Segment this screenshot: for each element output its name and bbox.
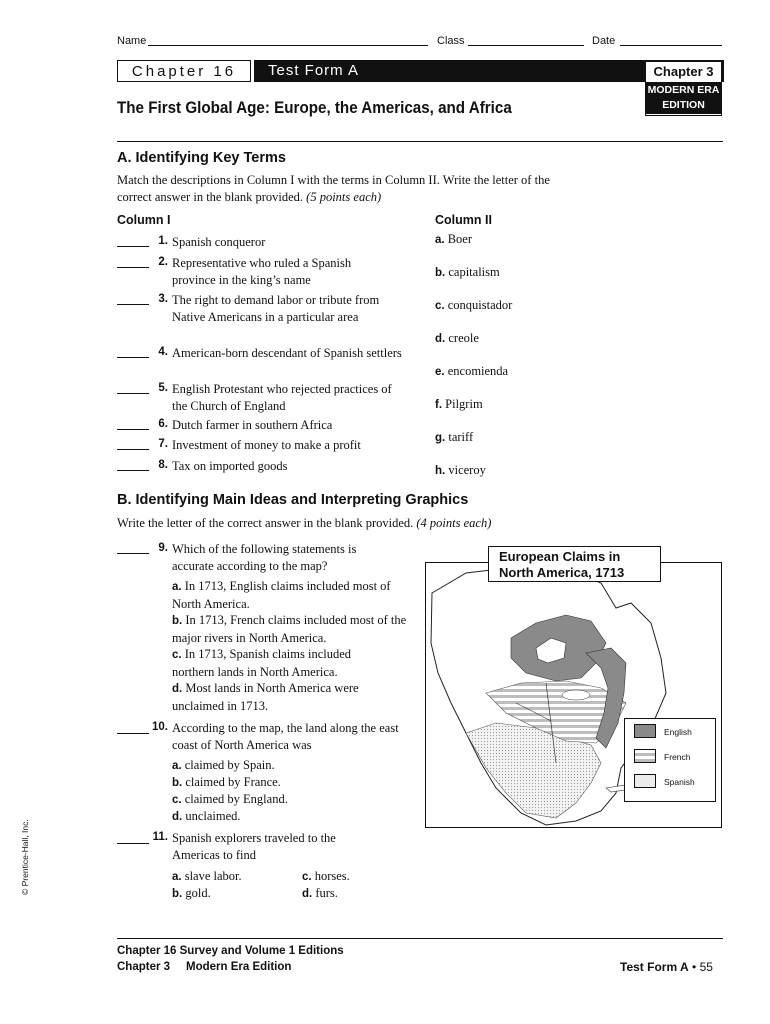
item-number: 3. bbox=[158, 293, 168, 305]
title-rule bbox=[117, 141, 723, 142]
answer-choice: a. Boer bbox=[435, 232, 473, 246]
page-number: 55 bbox=[699, 960, 713, 974]
question-number-11: 11. bbox=[152, 831, 168, 843]
q10-option: d. unclaimed. bbox=[172, 809, 241, 823]
answer-blank[interactable] bbox=[117, 429, 149, 430]
answer-choice: d. creole bbox=[435, 331, 479, 345]
q11-option: d. furs. bbox=[302, 886, 338, 900]
q10-option: a. claimed by Spain. bbox=[172, 758, 275, 772]
footer-right: Test Form A • 55 bbox=[620, 960, 713, 974]
item-description: Dutch farmer in southern Africa bbox=[172, 418, 333, 432]
legend-swatch-english bbox=[634, 724, 656, 738]
item-number: 6. bbox=[158, 418, 168, 430]
item-description: American-born descendant of Spanish settlers bbox=[172, 346, 402, 360]
chapter-box: Chapter 16 bbox=[117, 60, 251, 82]
answer-blank[interactable] bbox=[117, 449, 149, 450]
answer-choice: c. conquistador bbox=[435, 298, 513, 312]
answer-blank[interactable] bbox=[117, 470, 149, 471]
badge-chapter: Chapter 3 bbox=[653, 64, 714, 79]
legend-swatch-french bbox=[634, 749, 656, 763]
copyright-notice: © Prentice-Hall, Inc. bbox=[20, 819, 30, 895]
item-description: English Protestant who rejected practices of the Church of England bbox=[172, 382, 392, 413]
name-field[interactable] bbox=[148, 45, 428, 46]
answer-blank-10[interactable] bbox=[117, 733, 149, 734]
badge-edition: MODERN ERA EDITION bbox=[646, 82, 721, 114]
column-1-heading: Column I bbox=[117, 213, 171, 227]
q9-option: c. In 1713, Spanish claims included northern lands in North America. bbox=[172, 647, 352, 679]
item-description: Spanish conqueror bbox=[172, 235, 266, 249]
answer-blank[interactable] bbox=[117, 393, 149, 394]
legend-label-spanish: Spanish bbox=[664, 777, 695, 787]
section-b-heading: B. Identifying Main Ideas and Interpreting Graphics bbox=[117, 492, 469, 508]
date-field[interactable] bbox=[620, 45, 722, 46]
answer-choice: e. encomienda bbox=[435, 364, 509, 378]
item-description: The right to demand labor or tribute from Native Americans in a particular area bbox=[172, 293, 380, 324]
section-a-instructions: Match the descriptions in Column I with the terms in Column II. Write the letter of the correct answer in the blank provided. (5 points each) bbox=[117, 173, 550, 204]
date-label: Date bbox=[592, 35, 616, 47]
question-number-9: 9. bbox=[158, 542, 168, 554]
legend-label-french: French bbox=[664, 752, 691, 762]
item-number: 4. bbox=[158, 346, 168, 358]
column-2-heading: Column II bbox=[435, 213, 492, 227]
q11-option: c. horses. bbox=[302, 869, 350, 883]
q10-option: b. claimed by France. bbox=[172, 775, 281, 789]
section-b-instructions: Write the letter of the correct answer in the blank provided. (4 points each) bbox=[117, 516, 492, 530]
item-number: 8. bbox=[158, 459, 168, 471]
q11-option: a. slave labor. bbox=[172, 869, 242, 883]
answer-blank[interactable] bbox=[117, 246, 149, 247]
item-number: 5. bbox=[158, 382, 168, 394]
item-description: Tax on imported goods bbox=[172, 459, 288, 473]
answer-choice: b. capitalism bbox=[435, 265, 500, 279]
footer-rule bbox=[117, 938, 723, 939]
answer-blank-9[interactable] bbox=[117, 553, 149, 554]
item-description: Representative who ruled a Spanish province in the king’s name bbox=[172, 256, 352, 287]
q9-option: b. In 1713, French claims included most of the major rivers in North America. bbox=[172, 613, 407, 645]
item-number: 2. bbox=[158, 256, 168, 268]
footer-line-2b: Modern Era Edition bbox=[186, 961, 292, 973]
q11-option: b. gold. bbox=[172, 886, 211, 900]
class-label: Class bbox=[437, 35, 465, 47]
answer-blank-11[interactable] bbox=[117, 843, 149, 844]
question-number-10: 10. bbox=[152, 721, 168, 733]
footer-line-1: Chapter 16 Survey and Volume 1 Editions bbox=[117, 945, 344, 957]
answer-choice: g. tariff bbox=[435, 430, 474, 444]
q10-option: c. claimed by England. bbox=[172, 792, 288, 806]
answer-blank[interactable] bbox=[117, 304, 149, 305]
q9-option: d. Most lands in North America were unclaimed in 1713. bbox=[172, 681, 359, 713]
legend-label-english: English bbox=[664, 727, 692, 737]
map-title: European Claims in North America, 1713 bbox=[488, 546, 661, 582]
item-description: Investment of money to make a profit bbox=[172, 438, 361, 452]
answer-choice: f. Pilgrim bbox=[435, 397, 483, 411]
answer-blank[interactable] bbox=[117, 267, 149, 268]
answer-blank[interactable] bbox=[117, 357, 149, 358]
question-11-text: Spanish explorers traveled to the Americas to find bbox=[172, 831, 336, 862]
item-number: 7. bbox=[158, 438, 168, 450]
footer-line-2a: Chapter 3 bbox=[117, 961, 171, 973]
edition-badge bbox=[645, 61, 722, 116]
item-number: 1. bbox=[158, 235, 168, 247]
q9-option: a. In 1713, English claims included most of North America. bbox=[172, 579, 391, 611]
page-title: The First Global Age: Europe, the Americas, and Africa bbox=[117, 99, 512, 117]
section-a-heading: A. Identifying Key Terms bbox=[117, 150, 286, 166]
great-lakes bbox=[562, 690, 590, 700]
test-form-bar: Test Form A bbox=[254, 60, 724, 82]
legend-swatch-spanish bbox=[634, 774, 656, 788]
answer-choice: h. viceroy bbox=[435, 463, 486, 477]
question-10-text: According to the map, the land along the east coast of North America was bbox=[172, 721, 399, 752]
name-label: Name bbox=[117, 35, 147, 47]
question-9-text: Which of the following statements is accurate according to the map? bbox=[172, 542, 357, 573]
class-field[interactable] bbox=[468, 45, 584, 46]
